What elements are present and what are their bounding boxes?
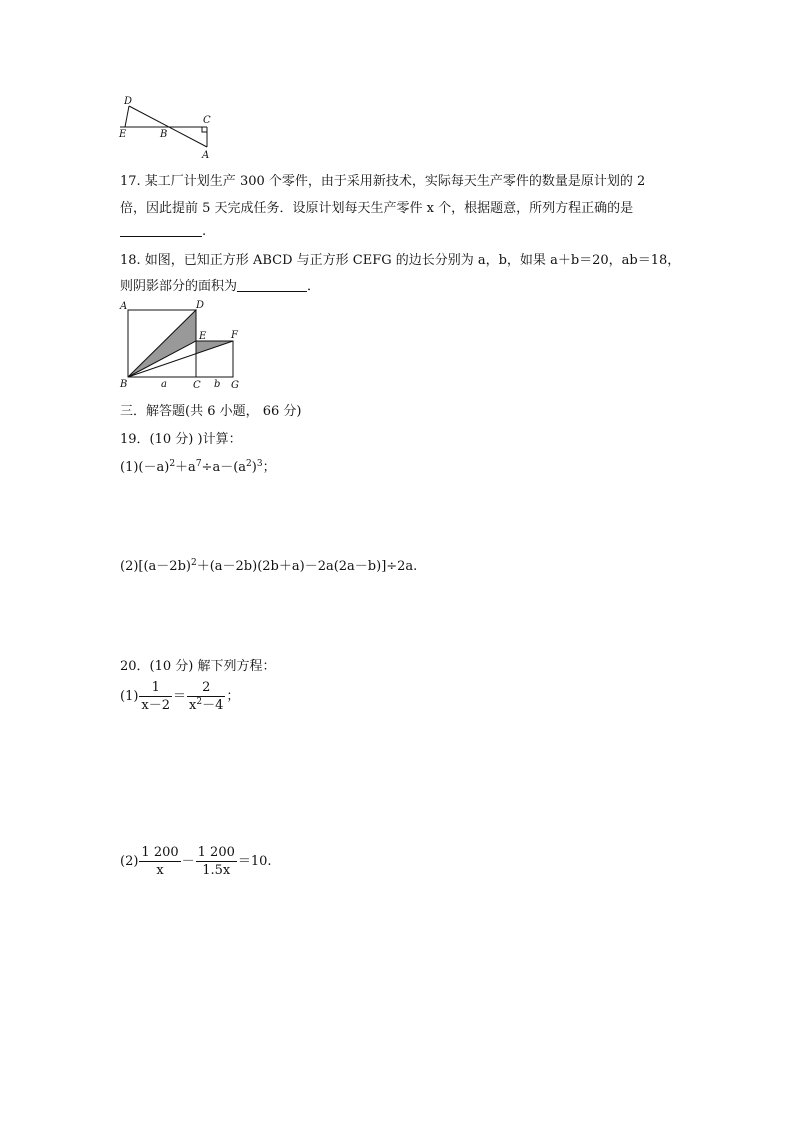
figure-squares <box>112 298 252 394</box>
fig1-label-d: D <box>124 96 133 107</box>
section-title: 三．解答题(共 6 小题， 66 分) <box>120 404 302 419</box>
figure-triangles <box>110 92 220 162</box>
fig2-label-side-a: a <box>161 379 167 390</box>
q18-answer-blank[interactable] <box>237 277 307 292</box>
q19-part1: $(1)(-a)^2+a^7\div a-(a^2)^3$； <box>120 459 276 475</box>
q19-title: 19．(10 分) )计算： <box>120 432 242 447</box>
right-angle-mark <box>202 127 207 132</box>
q17-answer-blank[interactable] <box>120 222 202 237</box>
q19-part2: $(2)[(a-2b)^2+(a-2b)(2b+a)-2a(2a-b)]\div 2a$. <box>120 558 418 574</box>
fig2-label-f: F <box>231 330 238 341</box>
fig2-label-g: G <box>231 380 239 391</box>
q20-title: 20．(10 分) 解下列方程： <box>120 659 276 674</box>
fig1-label-a: A <box>202 150 210 161</box>
q20-part2: (2) $\frac{1 200}{x}$ － $\frac{1 200}{1.5x}$ ＝10. <box>120 845 272 878</box>
q20-p2-fraction-left: $\frac{1 200}{x}$ <box>141 845 179 878</box>
fig1-label-b: B <box>160 129 168 140</box>
q20-p1-fraction-right: $\frac{2}{x^2-4}$ <box>189 680 224 713</box>
fig2-label-a: A <box>120 301 128 312</box>
fig1-label-c: C <box>203 115 211 126</box>
fig2-label-c: C <box>193 380 201 391</box>
fig1-label-e: E <box>119 129 127 140</box>
fig2-label-e: E <box>199 331 207 342</box>
q17-line1: 17. 某工厂计划生产 300 个零件，由于采用新技术，实际每天生产零件的数量是原计划的 2 <box>120 174 646 189</box>
q20-p2-fraction-right: $\frac{1 200}{1.5x}$ <box>197 845 235 878</box>
q17-tail: . <box>202 224 207 239</box>
q17-line2: 倍，因此提前 5 天完成任务．设原计划每天生产零件 x 个，根据题意，所列方程正确的是 <box>120 201 634 216</box>
line-de <box>125 106 129 127</box>
q17-answer-line <box>120 222 206 239</box>
q18-text: 则阴影部分的面积为 <box>120 279 238 294</box>
q18-line2 <box>120 275 320 294</box>
q20-p1-fraction-left: $\frac{1}{x-2}$ <box>141 680 171 713</box>
fig2-label-d: D <box>196 300 205 311</box>
q18-line1: 18. 如图，已知正方形 ABCD 与正方形 CEFG 的边长分别为 a，b，如果 a＋b＝20，ab＝18， <box>120 253 681 268</box>
q20-part1: (1) $\frac{1}{x-2}$ ＝ $\frac{2}{x^2-4}$ ； <box>120 680 240 713</box>
shaded-triangle-bde <box>128 310 196 377</box>
q18-tail: ． <box>307 279 321 294</box>
fig2-label-side-b: b <box>214 379 221 390</box>
fig2-label-b: B <box>120 379 128 390</box>
